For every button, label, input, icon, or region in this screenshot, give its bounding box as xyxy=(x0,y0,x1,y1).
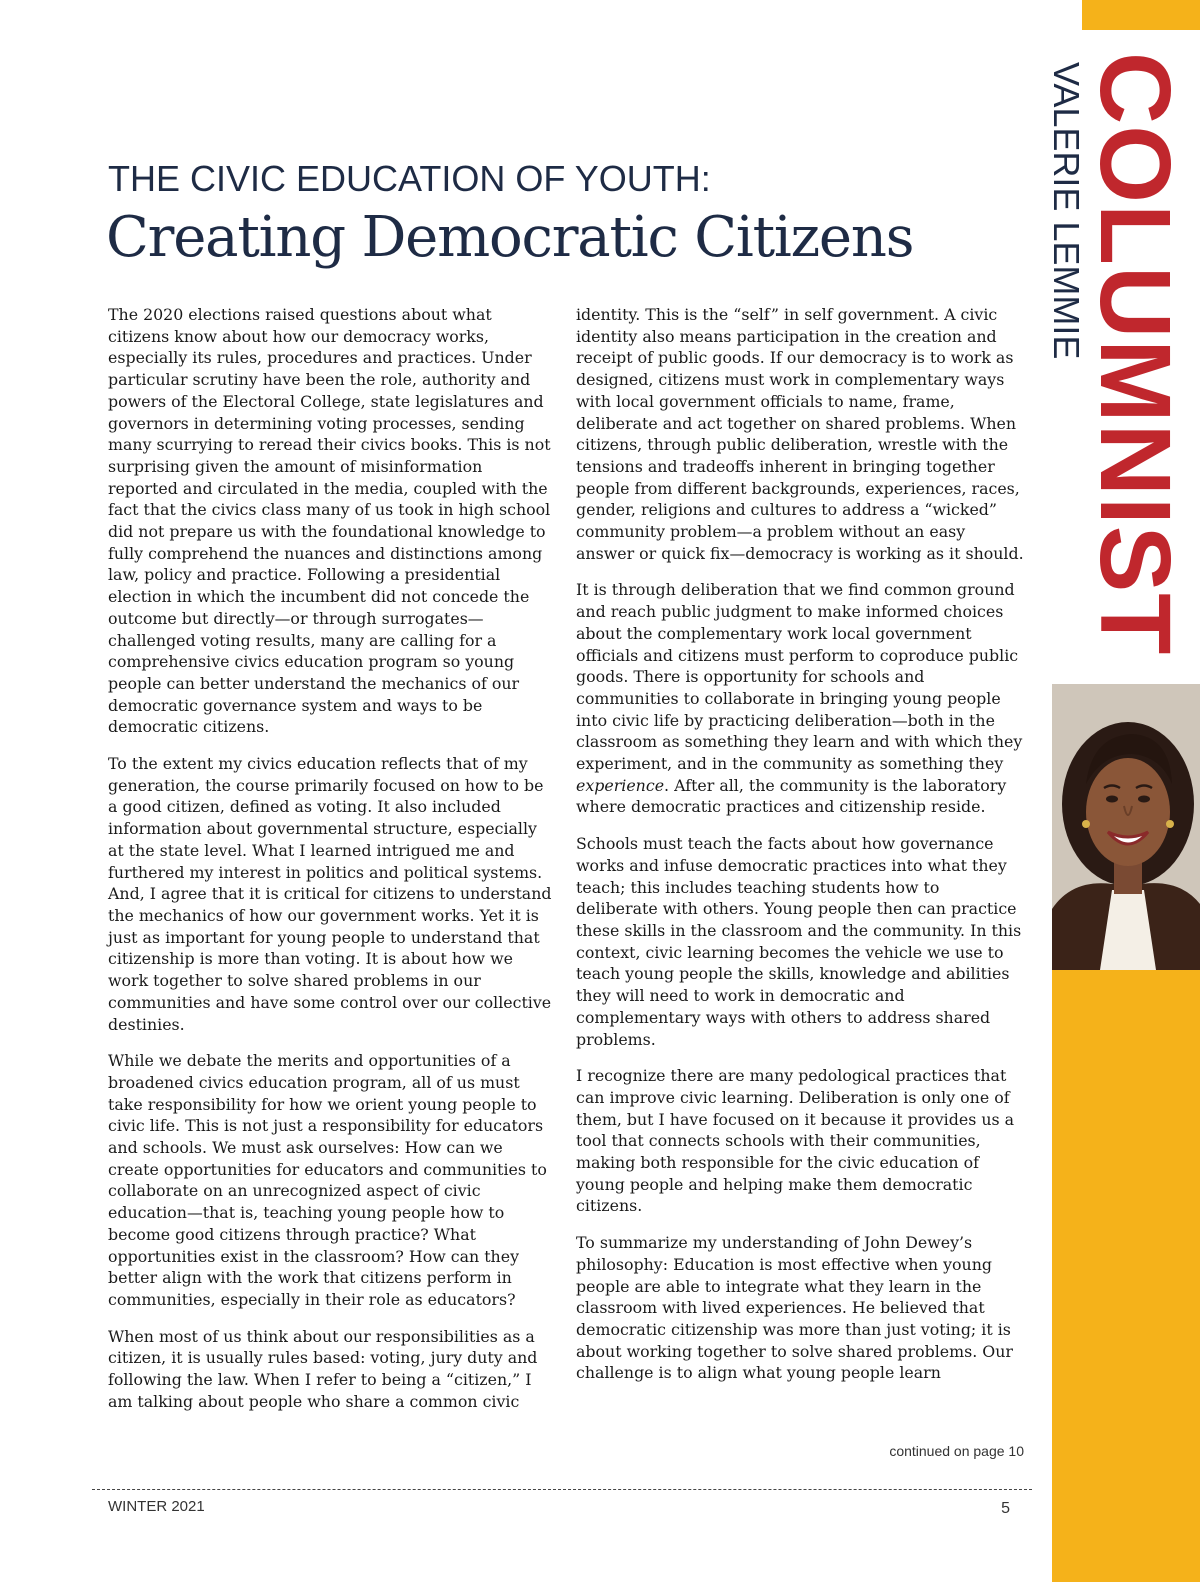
paragraph-text: It is through deliberation that we find common ground and reach public judgment to make informed choices about the complementary work local government officials and citizens must perform to coproduce public goods. There is opportunity for schools and communities to collaborate in bringing young people into civic life by practicing deliberation—both in the classroom as something they learn and with which they experiment, and in the community as something they xyxy=(576,580,1023,774)
paragraph: When most of us think about our responsibilities as a citizen, it is usually rules based: voting, jury duty and following the law. When I refer to being a “citizen,” I am talking about people who share a common civic xyxy=(108,1326,538,1411)
accent-bar-bottom xyxy=(1052,970,1200,1582)
footer-divider xyxy=(92,1489,1032,1490)
article-title: Creating Democratic Citizens xyxy=(106,205,914,270)
author-name: VALERIE LEMMIE xyxy=(1046,62,1087,360)
paragraph-text: . After all, the community is the laboratory where democratic practices and citizenship reside. xyxy=(576,775,1007,817)
emphasis-text: experience xyxy=(576,775,665,795)
section-label: COLUMNIST xyxy=(1079,52,1191,656)
paragraph: To the extent my civics education reflects that of my generation, the course primarily focused on how to be a good citizen, defined as voting. It also included information about governmental structure, especially at the state level. What I learned intrigued me and furthered my interest in politics and political systems. And, I agree that it is critical for citizens to understand the mechanics of how our government works. Yet it is just as important for young people to understand that citizenship is more than voting. It is about how we work together to solve shared problems in our communities and have some control over our collective destinies. xyxy=(108,754,552,1034)
article-kicker: THE CIVIC EDUCATION OF YOUTH: xyxy=(108,158,711,199)
paragraph: identity. This is the “self” in self government. A civic identity also means participation in the creation and receipt of public goods. If our democracy is to work as designed, citizens must work in complementary ways with local government officials to name, frame, deliberate and act together on shared problems. When citizens, through public deliberation, wrestle with the tensions and tradeoffs inherent in bringing together people from different backgrounds, experiences, races, gender, religions and cultures to address a “wicked” community problem—a problem without an easy answer or quick fix—democracy is working as it should. xyxy=(576,305,1024,563)
article-column-right xyxy=(576,304,1024,1399)
article-column-left xyxy=(108,304,556,1427)
paragraph: While we debate the merits and opportunities of a broadened civics education program, all of us must take responsibility for how we orient young people to civic life. This is not just a responsibility for educators and schools. We must ask ourselves: How can we create opportunities for educators and communities to collaborate on an unrecognized aspect of civic education—that is, teaching young people how to become good citizens through practice? What opportunities exist in the classroom? How can they better align with the work that citizens perform in communities, especially in their role as educators? xyxy=(108,1051,547,1309)
paragraph: The 2020 elections raised questions about what citizens know about how our democracy works, especially its rules, procedures and practices. Under particular scrutiny have been the role, authority and powers of the Electoral College, state legislatures and governors in determining voting processes, sending many scurrying to reread their civics books. This is not surprising given the amount of misinformation reported and circulated in the media, coupled with the fact that the civics class many of us took in high school did not prepare us with the foundational knowledge to fully comprehend the nuances and distinctions among law, policy and practice. Following a presidential election in which the incumbent did not concede the outcome but directly—or through surrogates—challenged voting results, many are calling for a comprehensive civics education program so young people can better understand the mechanics of our democratic governance system and ways to be democratic citizens. xyxy=(108,305,551,737)
paragraph: I recognize there are many pedological practices that can improve civic learning. Deliberation is only one of them, but I have focused on it because it provides us a tool that connects schools with their communities, making both responsible for the civic education of young people and helping make them democratic citizens. xyxy=(576,1066,1015,1216)
author-portrait-illustration xyxy=(1052,684,1200,970)
continued-note: continued on page 10 xyxy=(889,1443,1024,1459)
author-portrait xyxy=(1052,684,1200,970)
page-number: 5 xyxy=(1001,1500,1010,1517)
accent-bar-top xyxy=(1082,0,1200,30)
paragraph xyxy=(576,579,1024,818)
paragraph: To summarize my understanding of John Dewey’s philosophy: Education is most effective when young people are able to integrate what they learn in the classroom with lived experiences. He believed that democratic citizenship was more than just voting; it is about working together to solve shared problems. Our challenge is to align what young people learn xyxy=(576,1233,1013,1383)
paragraph: Schools must teach the facts about how governance works and infuse democratic practices into what they teach; this includes teaching students how to deliberate with others. Young people then can practice these skills in the classroom and the community. In this context, civic learning becomes the vehicle we use to teach young people the skills, knowledge and abilities they will need to work in democratic and complementary ways with others to address shared problems. xyxy=(576,834,1022,1049)
issue-label: WINTER 2021 xyxy=(108,1498,205,1515)
